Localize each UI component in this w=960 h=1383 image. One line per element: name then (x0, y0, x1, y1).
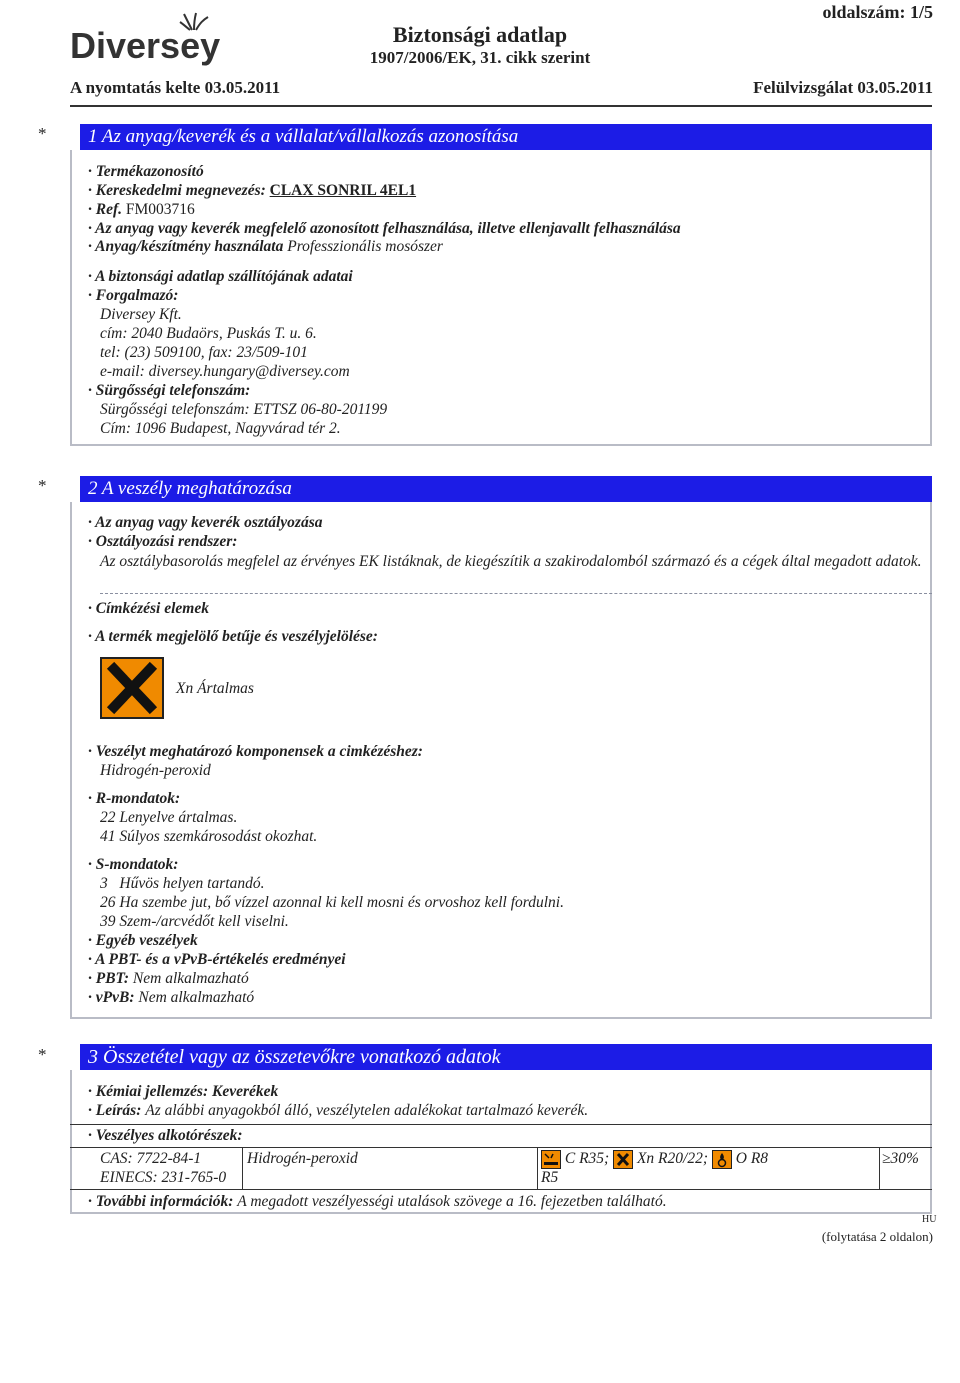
hazard-harmful-text: Xn R20/22; (636, 1150, 708, 1168)
hazard-symbols (541, 1150, 768, 1169)
emergency-label: · Sürgősségi telefonszám: (88, 382, 251, 399)
description-value: Az alábbi anyagokból álló, veszélytelen adalékokat tartalmazó keverék. (145, 1102, 589, 1119)
print-date: A nyomtatás kelte 03.05.2011 (70, 78, 281, 97)
hazard-r5: R5 (541, 1169, 559, 1186)
s-phrase: 26 Ha szembe jut, bő vízzel azonnal ki kell mosni és orvoshoz kell fordulni. (100, 894, 564, 911)
chemical-characterization: · Kémiai jellemzés: Keverékek (88, 1083, 279, 1100)
label-elements: · Címkézési elemek (88, 600, 209, 617)
supplier-details: · A biztonsági adatlap szállítójának adatai (88, 268, 353, 285)
trade-name: CLAX SONRIL 4EL1 (269, 182, 417, 199)
s-phrase: 39 Szem-/arcvédőt kell viselni. (100, 913, 289, 930)
change-marker: * (38, 476, 47, 495)
section-1-heading: 1 Az anyag/keverék és a vállalat/vállalkozás azonosítása (80, 124, 932, 150)
table-column-divider (242, 1147, 243, 1189)
change-marker: * (38, 1045, 47, 1064)
use-label: · Anyag/készítmény használata (88, 238, 288, 255)
distributor-label: · Forgalmazó: (88, 287, 179, 304)
hazard-oxidizing-text: O R8 (735, 1150, 769, 1168)
svg-text:Diversey: Diversey (70, 25, 221, 66)
harmful-hazard-icon (100, 657, 164, 719)
table-column-divider (537, 1147, 538, 1189)
pbt-value: Nem alkalmazható (132, 970, 249, 987)
cas-number: CAS: 7722-84-1 (100, 1150, 202, 1167)
document-subtitle: 1907/2006/EK, 31. cikk szerint (369, 48, 591, 67)
s-phrases-label: · S-mondatok: (88, 856, 179, 873)
use-value: Professzionális mosószer (287, 238, 443, 255)
concentration: ≥30% (882, 1150, 919, 1167)
trade-name-label: · Kereskedelmi megnevezés: (88, 182, 270, 199)
vpvb-value: Nem alkalmazható (138, 989, 255, 1006)
product-identifier: · Termékazonosító (88, 163, 204, 180)
table-bottom-rule (70, 1189, 932, 1190)
continued-note: (folytatása 2 oldalon) (821, 1229, 933, 1244)
corrosive-icon (541, 1150, 561, 1169)
symbol-text: Xn Ártalmas (176, 680, 254, 697)
class-system-text: Az osztálybasorolás megfelel az érvényes EK listáknak, de kiegészítik a szakirodalomból származó és a cégek által megadott adatok. (100, 553, 922, 570)
vpvb-label: · vPvB: (88, 989, 139, 1006)
pbt-label: · PBT: (88, 970, 133, 987)
more-info-label: · További információk: (88, 1193, 238, 1210)
ref-value: FM003716 (125, 201, 195, 218)
language-code: HU (922, 1214, 937, 1225)
more-info-line (88, 1193, 667, 1211)
components-value: Hidrogén-peroxid (100, 762, 211, 779)
hazard-corrosive-text: C R35; (564, 1150, 610, 1168)
einecs-number: EINECS: 231-765-0 (100, 1169, 227, 1186)
ref-line (88, 201, 195, 219)
hazardous-components-label: · Veszélyes alkotórészek: (88, 1127, 243, 1144)
distributor-address: cím: 2040 Budaörs, Puskás T. u. 6. (100, 325, 317, 342)
class-system-label: · Osztályozási rendszer: (88, 533, 238, 550)
ref-label: · Ref. (88, 201, 126, 218)
oxidizing-icon (712, 1150, 732, 1169)
description-line (88, 1102, 588, 1120)
distributor-phone: tel: (23) 509100, fax: 23/509-101 (100, 344, 308, 361)
symbol-label: · A termék megjelölő betűje és veszélyjelölése: (88, 628, 378, 645)
table-column-divider (879, 1147, 880, 1189)
other-hazards: · Egyéb veszélyek (88, 932, 198, 949)
emergency-address: Cím: 1096 Budapest, Nagyvárad tér 2. (100, 420, 341, 437)
section-3-heading: 3 Összetétel vagy az összetevőkre vonatkozó adatok (80, 1044, 932, 1070)
components-label: · Veszélyt meghatározó komponensek a cimkézéshez: (88, 743, 423, 760)
description-label: · Leírás: (88, 1102, 146, 1119)
r-phrase: 22 Lenyelve ártalmas. (100, 809, 238, 826)
document-title: Biztonsági adatlap (392, 22, 568, 47)
distributor-name: Diversey Kft. (100, 306, 182, 323)
vpvb-line (88, 989, 254, 1007)
page-number: oldalszám: 1/5 (822, 2, 933, 22)
component-name: Hidrogén-peroxid (247, 1150, 358, 1167)
distributor-email[interactable]: e-mail: diversey.hungary@diversey.com (100, 363, 350, 380)
r-phrase: 41 Súlyos szemkárosodást okozhat. (100, 828, 318, 845)
pbt-line (88, 970, 249, 988)
change-marker: * (38, 124, 47, 143)
section-2-heading: 2 A veszély meghatározása (80, 476, 932, 502)
s-phrase: 3 Hűvös helyen tartandó. (100, 875, 265, 892)
table-top-rule (70, 1124, 932, 1125)
revision-date: Felülvizsgálat 03.05.2011 (753, 78, 933, 97)
table-header-rule (70, 1147, 932, 1148)
r-phrases-label: · R-mondatok: (88, 790, 181, 807)
harmful-icon (613, 1150, 633, 1169)
header-rule (70, 105, 932, 107)
use-line (88, 238, 443, 256)
more-info-value: A megadott veszélyességi utalások szövege a 16. fejezetben található. (237, 1193, 667, 1210)
identified-uses: · Az anyag vagy keverék megfelelő azonosított felhasználása, illetve ellenjavallt felhasználása (88, 220, 681, 237)
classification: · Az anyag vagy keverék osztályozása (88, 514, 323, 531)
trade-name-line (88, 182, 416, 200)
emergency-phone: Sürgősségi telefonszám: ETTSZ 06-80-201199 (100, 401, 388, 418)
pbt-results: · A PBT- és a vPvB-értékelés eredményei (88, 951, 346, 968)
dashed-divider (100, 593, 932, 594)
